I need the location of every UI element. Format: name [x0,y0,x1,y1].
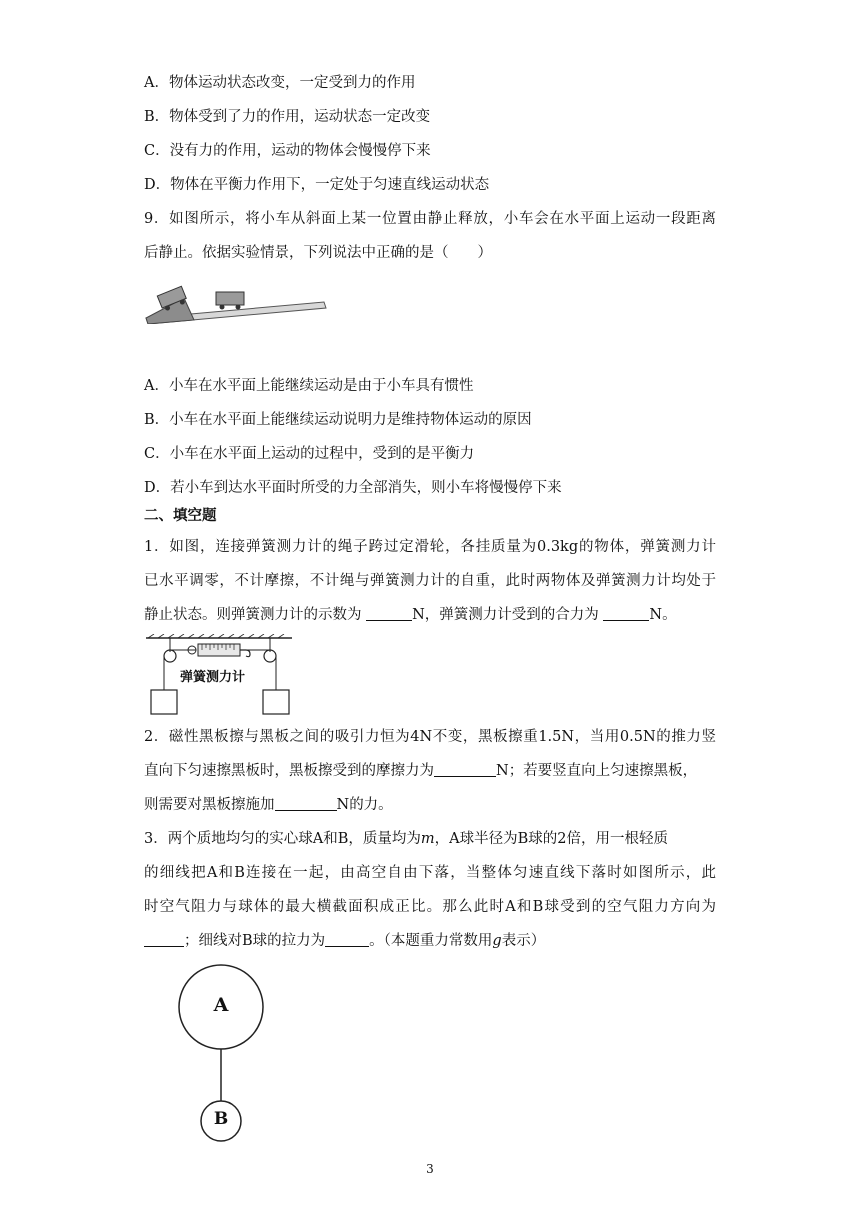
answer-blank[interactable] [603,606,649,621]
f1-line1: 1．如图，连接弹簧测力计的绳子跨过定滑轮，各挂质量为0.3kg的物体，弹簧测力计 [144,539,716,555]
f2-line3-a: 则需要对黑板擦施加 [144,797,275,813]
f3-line4 [144,931,545,951]
f1-line3-b: N，弹簧测力计受到的合力为 [412,607,604,623]
f3-line4-b: 。（本题重力常数用 [369,933,493,949]
q9-option-b: B．小车在水平面上能继续运动说明力是维持物体运动的原因 [144,412,532,428]
spring-scale-icon [188,644,250,657]
q8-option-c: C．没有力的作用，运动的物体会慢慢停下来 [144,143,431,159]
f3-line3: 时空气阻力与球体的最大横截面积成正比。那么此时A和B球受到的空气阻力方向为 [144,899,716,915]
f2-line3-b: N的力。 [336,797,393,813]
ball-a-label: A [213,994,229,1016]
f3-line1 [144,829,668,849]
f3-line4-c: 表示） [501,933,546,949]
f1-line3 [144,605,677,625]
spring-scale-label: 弹簧测力计 [180,670,246,685]
answer-blank[interactable] [144,932,184,947]
f1-line2: 已水平调零，不计摩擦，不计绳与弹簧测力计的自重，此时两物体及弹簧测力计均处于 [144,573,716,589]
cart-on-plane-icon [216,292,244,310]
page-number: 3 [426,1162,434,1176]
left-weight-block [151,690,177,714]
section-title: 二、填空题 [144,507,217,524]
f2-line1: 2．磁性黑板擦与黑板之间的吸引力恒为4N不变，黑板擦重1.5N，当用0.5N的推力竖 [144,729,716,745]
f3-line2: 的细线把A和B连接在一起，由高空自由下落，当整体匀速直线下落时如图所示，此 [144,865,716,881]
q9-option-a: A．小车在水平面上能继续运动是由于小车具有惯性 [144,378,474,394]
q8-option-d: D．物体在平衡力作用下，一定处于匀速直线运动状态 [144,177,490,193]
answer-blank[interactable] [434,762,496,777]
answer-blank[interactable] [366,606,412,621]
incline-cart-figure [144,280,328,324]
ball-b-label: B [213,1109,229,1129]
f3-line1-a: 3．两个质地均匀的实心球A和B，质量均为 [144,831,421,847]
f1-line3-a: 静止状态。则弹簧测力计的示数为 [144,607,367,623]
f3-line1-b: ，A球半径为B球的2倍，用一根轻质 [434,831,668,847]
answer-blank[interactable] [325,932,369,947]
f2-line2-b: N；若要竖直向上匀速擦黑板， [496,763,698,779]
q9-option-c: C．小车在水平面上运动的过程中，受到的是平衡力 [144,446,475,462]
answer-blank[interactable] [275,796,337,811]
two-balls-figure [176,964,266,1150]
f2-line2 [144,761,697,781]
f2-line3 [144,795,393,815]
gravity-symbol: g [492,933,502,949]
q9-stem-line1: 9．如图所示，将小车从斜面上某一位置由静止释放，小车会在水平面上运动一段距离 [144,211,716,227]
right-weight-block [263,690,289,714]
q9-stem-line2: 后静止。依据实验情景，下列说法中正确的是（ ） [144,245,492,261]
q8-option-a: A．物体运动状态改变，一定受到力的作用 [144,75,416,91]
q9-option-d: D．若小车到达水平面时所受的力全部消失，则小车将慢慢停下来 [144,480,562,496]
f1-line3-c: N。 [649,607,677,623]
q8-option-b: B．物体受到了力的作用，运动状态一定改变 [144,109,431,125]
f2-line2-a: 直向下匀速擦黑板时，黑板擦受到的摩擦力为 [144,763,434,779]
spring-scale-figure [146,634,292,716]
mass-symbol: m [420,831,435,847]
f3-line4-a: ；细线对B球的拉力为 [184,933,326,949]
